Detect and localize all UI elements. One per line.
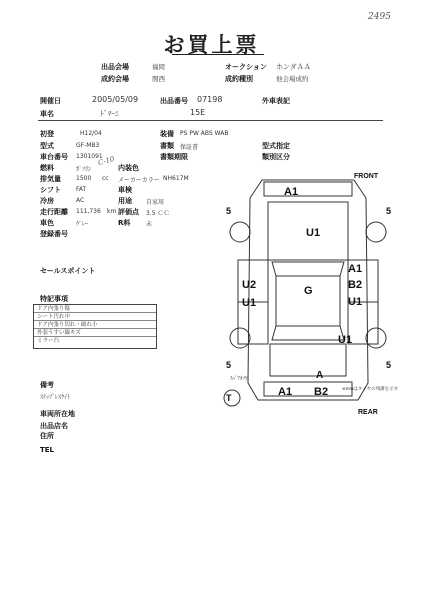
venue-label: 出品会場: [101, 63, 129, 71]
tread-rear-left: 5: [226, 360, 232, 370]
maker-color-value: NH617M: [163, 175, 189, 182]
model-label: 型式: [40, 142, 54, 150]
shift-label: シフト: [40, 186, 61, 194]
panel-code-front-bumper: A1: [284, 186, 299, 198]
color-value: ｸﾞﾚｰ: [76, 221, 89, 228]
panel-code-right-rear-fender: U1: [338, 334, 353, 346]
rear-window: [272, 326, 344, 340]
auction-value: ホンダＡＡ: [276, 63, 311, 71]
note-item: ドア内張り傷: [34, 305, 156, 313]
tire-rear-left: [230, 328, 250, 348]
remarks-label: 備考: [40, 381, 54, 389]
displacement-value: 1500: [76, 175, 92, 182]
docs-expiry-label: 書類期限: [160, 153, 188, 161]
panel-code-rear-bumper-left: A1: [278, 386, 293, 398]
panel-code-trunk: A: [316, 370, 324, 381]
tread-rear-right: 5: [386, 360, 392, 370]
docs-label: 書類: [160, 142, 174, 150]
grade-value: 15E: [190, 108, 206, 117]
score-label: 評価点: [118, 208, 139, 216]
class-label: 類別区分: [262, 153, 290, 161]
inspection-label: 車検: [118, 186, 132, 194]
note-item: ミラー凸: [37, 338, 60, 344]
page-title: お買上票: [163, 33, 260, 57]
mileage-value: 111,736: [76, 208, 101, 215]
tire-front-left: [230, 222, 250, 242]
spare-mark: T: [226, 393, 232, 403]
contract-venue-label: 成約会場: [101, 75, 129, 83]
tire-rear-right: [366, 328, 386, 348]
tread-front-right: 5: [386, 206, 392, 216]
color-label: 車色: [40, 219, 54, 227]
date-label: 開催日: [40, 97, 61, 105]
exterior-label: 外車表記: [262, 97, 290, 105]
special-notes-label: 特記事項: [40, 295, 68, 303]
shift-value: FAT: [76, 186, 87, 193]
venue-value: 福岡: [152, 63, 165, 71]
fuel-label: 燃料: [40, 164, 54, 172]
corner-number: 2495: [368, 12, 391, 22]
panel-code-left-front-door: U2: [242, 279, 257, 291]
model-value: GF-MB3: [76, 142, 100, 149]
date-value: 2005/05/09: [92, 95, 139, 104]
panel-code-rear-bumper-right: B2: [314, 386, 329, 398]
car-damage-diagram: [218, 168, 398, 418]
mileage-label: 走行距離: [40, 208, 68, 216]
rear-label: REAR: [358, 409, 378, 416]
panel-code-right-front-door: A1: [348, 263, 363, 275]
first-reg-label: 初登: [40, 130, 54, 138]
usage-label: 用途: [118, 197, 132, 205]
displacement-unit: cc: [102, 175, 109, 182]
roof: [276, 276, 340, 326]
contract-venue-value: 関西: [152, 75, 165, 83]
aircon-value: AC: [76, 197, 85, 204]
trunk: [270, 344, 346, 376]
address-label: 住所: [40, 432, 54, 440]
r-fee-label: R料: [118, 219, 131, 227]
aircon-label: 冷房: [40, 197, 54, 205]
special-notes-box: [33, 304, 157, 349]
front-label: FRONT: [354, 173, 379, 180]
chassis-value: 1301091: [76, 153, 103, 160]
remarks-value: ｽﾃｯﾌﾟﾚｽｸｲﾄ: [40, 394, 71, 401]
car-name-value: ﾄﾞﾏｰﾆ: [100, 109, 119, 118]
spare-tire-label: ｽﾍﾟｱﾀｲﾔ: [230, 376, 248, 382]
header-rule: [38, 120, 383, 121]
note-item: 外装うすい線キズ: [34, 329, 156, 337]
panel-code-right-rear-door: U1: [348, 296, 363, 308]
panel-code-right-front-door-b: B2: [348, 279, 363, 291]
lot-label: 出品番号: [160, 97, 188, 105]
panel-code-hood: U1: [306, 227, 321, 239]
model-spec-label: 型式指定: [262, 142, 290, 150]
r-fee-value: 未: [146, 221, 153, 228]
car-name-label: 車名: [40, 110, 54, 118]
panel-code-roof: G: [304, 285, 313, 297]
lot-value: 07198: [197, 95, 223, 104]
usage-value: 自家用: [146, 199, 165, 206]
mileage-unit: km: [107, 208, 117, 215]
tread-legend: ※mmはタイヤの残溝を示す: [342, 386, 398, 391]
windshield: [272, 262, 344, 276]
tire-front-right: [366, 222, 386, 242]
contract-type-value: 他会場成約: [276, 75, 309, 83]
equip-value: PS PW ABS WAB: [180, 130, 229, 137]
sales-point-label: セールスポイント: [40, 267, 96, 275]
fuel-value: ｶﾞｿﾘﾝ: [76, 166, 92, 173]
note-item: シート汚れ中: [34, 313, 156, 321]
panel-code-left-rear-door: U1: [242, 297, 257, 309]
equip-label: 装備: [160, 130, 174, 138]
auction-label: オークション: [225, 63, 267, 71]
contract-type-label: 成約種別: [225, 75, 253, 83]
store-name-label: 出品店名: [40, 422, 68, 430]
interior-color-label: 内装色: [118, 164, 139, 172]
reg-number-label: 登録番号: [40, 230, 68, 238]
note-item: ドア内張り切れ・破れ小: [34, 321, 156, 329]
maker-color-label: メーカーカラー: [118, 177, 160, 184]
right-rear-door: [348, 302, 378, 344]
title-underline: [172, 54, 264, 55]
displacement-label: 排気量: [40, 175, 61, 183]
first-reg-value: H12/04: [80, 130, 102, 137]
tel-label: TEL: [40, 446, 55, 454]
docs-value: 保証書: [180, 144, 199, 151]
tread-front-left: 5: [226, 206, 232, 216]
chassis-label: 車台番号: [40, 153, 68, 161]
interior-handwritten: C-10: [97, 154, 116, 168]
location-label: 車両所在地: [40, 410, 75, 418]
score-value: 3.5 ＣＣ: [146, 210, 170, 217]
front-bumper: [264, 182, 352, 196]
